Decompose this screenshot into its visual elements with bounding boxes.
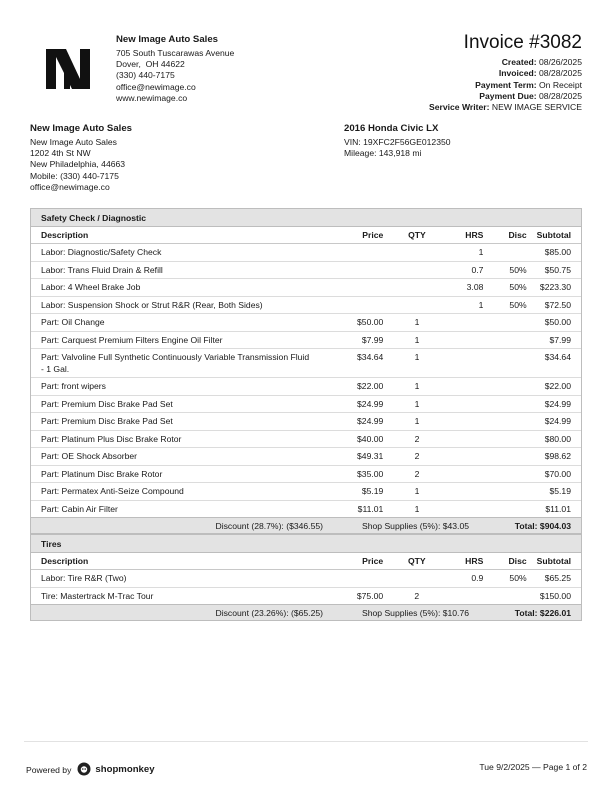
table-row	[31, 378, 581, 396]
cell-price	[310, 296, 383, 314]
cell-description: Part: Premium Disc Brake Pad Set	[31, 413, 310, 431]
cell-subtotal: $150.00	[539, 590, 571, 601]
field-label: Created:	[501, 56, 537, 67]
cell-disc	[483, 413, 526, 431]
field-label: Payment Due:	[479, 90, 537, 101]
cell-subtotal: $98.62	[527, 448, 581, 466]
service-section-tires	[30, 534, 582, 621]
cell-subtotal: $7.99	[527, 331, 581, 349]
customer-line: office@newimage.co	[30, 182, 110, 193]
cell-price: $11.01	[357, 503, 384, 514]
section-title: Safety Check / Diagnostic	[31, 209, 581, 227]
company-info	[116, 34, 234, 104]
table-row	[31, 413, 581, 431]
section-title: Tires	[31, 535, 581, 553]
cell-disc	[483, 395, 526, 413]
field-label: Payment Term:	[475, 79, 537, 90]
company-address-line-1: 705 South Tuscarawas Avenue	[116, 47, 235, 58]
cell-disc	[483, 349, 526, 378]
cell-qty: 1	[383, 413, 432, 431]
section-total: Total: $226.01	[514, 608, 571, 618]
table-row	[31, 331, 581, 349]
shopmonkey-brand: shopmonkey	[95, 764, 155, 776]
col-qty: QTY	[383, 553, 432, 570]
cell-subtotal: $85.00	[527, 244, 581, 262]
line-items-table	[31, 553, 581, 604]
cell-qty: 1	[383, 349, 432, 378]
cell-price: $34.64	[310, 349, 383, 378]
cell-disc	[483, 500, 526, 517]
cell-price: $75.00	[356, 590, 384, 601]
cell-disc: 50%	[483, 570, 526, 588]
cell-disc	[483, 483, 526, 501]
cell-disc	[483, 314, 526, 332]
cell-qty: 2	[383, 465, 432, 483]
col-price: Price	[310, 227, 383, 244]
cell-hrs	[433, 395, 484, 413]
service-section-safety-check	[30, 208, 582, 534]
cell-qty	[383, 296, 432, 314]
cell-hrs: 1	[433, 296, 484, 314]
cell-description: Part: front wipers	[31, 378, 310, 396]
cell-hrs	[433, 465, 484, 483]
cell-subtotal: $70.00	[527, 465, 581, 483]
cell-disc: 50%	[483, 279, 526, 297]
cell-description: Part: Platinum Disc Brake Rotor	[31, 465, 310, 483]
col-subtotal: Subtotal	[527, 553, 581, 570]
cell-qty	[383, 261, 432, 279]
section-totals	[31, 517, 581, 533]
table-row	[31, 483, 581, 501]
powered-by-label: Powered by	[26, 765, 72, 775]
col-hrs: HRS	[433, 227, 484, 244]
table-row	[31, 244, 581, 262]
cell-subtotal: $50.00	[527, 314, 581, 332]
cell-disc	[483, 465, 526, 483]
cell-description: Part: Premium Disc Brake Pad Set	[31, 395, 310, 413]
cell-hrs: 0.7	[433, 261, 484, 279]
customer-line: 1202 4th St NW	[30, 148, 91, 158]
section-totals	[31, 604, 581, 620]
invoice-service-writer	[429, 102, 582, 113]
cell-subtotal: $24.99	[527, 413, 581, 431]
customer-line: New Image Auto Sales	[30, 136, 117, 147]
cell-qty: 1	[383, 331, 432, 349]
cell-description: Labor: Diagnostic/Safety Check	[31, 244, 310, 262]
cell-disc	[483, 244, 526, 262]
cell-description: Labor: Suspension Shock or Strut R&R (Rear, Both Sides)	[31, 296, 310, 314]
cell-price: $35.00	[310, 465, 383, 483]
cell-subtotal: $72.50	[527, 296, 581, 314]
cell-qty: 2	[383, 448, 432, 466]
invoice-payment-term	[429, 80, 582, 91]
cell-price	[310, 570, 383, 588]
invoice-created	[429, 57, 582, 68]
cell-price: $49.31	[310, 448, 383, 466]
cell-qty	[383, 279, 432, 297]
cell-subtotal: $50.75	[527, 261, 581, 279]
table-row	[31, 395, 581, 413]
cell-description: Part: Platinum Plus Disc Brake Rotor	[31, 430, 310, 448]
company-address-line-2: Dover, OH 44622	[116, 59, 185, 69]
cell-price: $24.99	[310, 413, 383, 431]
vehicle-mileage: Mileage: 143,918 mi	[344, 148, 422, 158]
customer-line: Mobile: (330) 440-7175	[30, 170, 119, 181]
cell-subtotal: $24.99	[527, 395, 581, 413]
col-hrs: HRS	[432, 553, 483, 570]
col-disc: Disc	[483, 227, 526, 244]
col-qty: QTY	[383, 227, 432, 244]
cell-description: Labor: Tire R&R (Two)	[31, 570, 310, 588]
col-description: Description	[31, 227, 310, 244]
cell-qty: 1	[383, 378, 432, 396]
col-subtotal: Subtotal	[527, 227, 581, 244]
table-row	[31, 296, 581, 314]
cell-price: $22.00	[310, 378, 383, 396]
company-website: www.newimage.co	[116, 93, 188, 104]
customer-name: New Image Auto Sales	[30, 123, 133, 134]
section-shop-supplies: Shop Supplies (5%): $10.76	[361, 608, 469, 618]
line-items-table	[31, 227, 581, 517]
cell-qty: 1	[383, 395, 432, 413]
cell-qty: 2	[414, 590, 420, 601]
company-logo	[44, 45, 92, 93]
cell-description: Labor: Trans Fluid Drain & Refill	[31, 261, 310, 279]
cell-disc	[483, 430, 526, 448]
cell-disc	[483, 378, 526, 396]
invoice-payment-due	[429, 91, 582, 102]
customer-info	[30, 123, 132, 193]
vehicle-info	[344, 123, 451, 159]
company-name: New Image Auto Sales	[116, 34, 219, 45]
invoice-invoiced	[429, 68, 582, 79]
table-row	[31, 430, 581, 448]
field-value: 08/28/2025	[538, 90, 582, 101]
cell-hrs	[433, 331, 484, 349]
cell-qty: 2	[383, 430, 432, 448]
table-row	[31, 261, 581, 279]
field-value: On Receipt	[539, 79, 582, 90]
cell-hrs	[433, 483, 484, 501]
table-header-row	[31, 227, 581, 244]
cell-hrs	[433, 448, 484, 466]
invoice-header	[429, 32, 582, 114]
cell-disc	[483, 448, 526, 466]
cell-description: Part: Carquest Premium Filters Engine Oil Filter	[31, 331, 310, 349]
cell-hrs	[433, 500, 484, 517]
cell-hrs	[433, 349, 484, 378]
invoice-title: Invoice #3082	[463, 32, 582, 53]
cell-price	[310, 244, 383, 262]
cell-subtotal: $223.30	[527, 279, 581, 297]
cell-qty: 1	[414, 503, 420, 514]
field-label: Service Writer:	[429, 102, 490, 113]
cell-subtotal: $34.64	[527, 349, 581, 378]
cell-disc	[483, 331, 526, 349]
cell-disc	[483, 587, 526, 604]
cell-price: $24.99	[310, 395, 383, 413]
table-row	[31, 279, 581, 297]
field-value: NEW IMAGE SERVICE	[491, 102, 582, 113]
cell-subtotal: $22.00	[527, 378, 581, 396]
table-row	[31, 587, 581, 604]
cell-price: $50.00	[310, 314, 383, 332]
cell-hrs	[432, 587, 483, 604]
field-value: 08/28/2025	[538, 68, 582, 79]
section-discount: Discount (23.26%): ($65.25)	[215, 608, 323, 618]
table-row	[31, 500, 581, 517]
table-row	[31, 448, 581, 466]
cell-hrs: 3.08	[433, 279, 484, 297]
cell-qty: 1	[383, 314, 432, 332]
section-total: Total: $904.03	[514, 521, 571, 531]
cell-price: $5.19	[310, 483, 383, 501]
col-price: Price	[310, 553, 383, 570]
section-discount: Discount (28.7%): ($346.55)	[215, 521, 323, 531]
customer-line: New Philadelphia, 44663	[30, 159, 126, 170]
cell-hrs	[433, 413, 484, 431]
cell-hrs	[433, 378, 484, 396]
cell-price: $7.99	[310, 331, 383, 349]
vehicle-vin: VIN: 19XFC2F56GE012350	[344, 136, 451, 147]
field-value: 08/26/2025	[538, 56, 582, 67]
cell-description: Part: Valvoline Full Synthetic Continuously Variable Transmission Fluid - 1 Gal.	[31, 349, 310, 378]
cell-description: Part: Oil Change	[31, 314, 310, 332]
field-label: Invoiced:	[498, 68, 537, 79]
cell-qty	[383, 570, 432, 588]
cell-description: Tire: Mastertrack M-Trac Tour	[41, 590, 154, 601]
col-description: Description	[31, 553, 310, 570]
cell-disc: 50%	[483, 261, 526, 279]
cell-price	[310, 279, 383, 297]
table-body	[31, 244, 581, 518]
cell-hrs	[433, 430, 484, 448]
cell-subtotal: $11.01	[545, 503, 571, 514]
table-body	[31, 570, 581, 605]
col-disc: Disc	[483, 553, 526, 570]
table-header-row	[31, 553, 581, 570]
footer-divider	[24, 741, 588, 742]
table-row	[31, 570, 581, 588]
cell-disc: 50%	[483, 296, 526, 314]
table-row	[31, 314, 581, 332]
cell-hrs: 0.9	[432, 570, 483, 588]
cell-qty: 1	[383, 483, 432, 501]
powered-by	[26, 762, 155, 779]
cell-description: Part: OE Shock Absorber	[31, 448, 310, 466]
company-phone: (330) 440-7175	[116, 70, 175, 81]
table-row	[31, 349, 581, 378]
cell-description: Labor: 4 Wheel Brake Job	[31, 279, 310, 297]
vehicle-name: 2016 Honda Civic LX	[344, 123, 439, 134]
cell-qty	[383, 244, 432, 262]
cell-subtotal: $80.00	[527, 430, 581, 448]
cell-description: Part: Permatex Anti-Seize Compound	[31, 483, 310, 501]
cell-subtotal: $65.25	[527, 570, 581, 588]
cell-description: Part: Cabin Air Filter	[41, 503, 118, 514]
cell-hrs: 1	[433, 244, 484, 262]
cell-subtotal: $5.19	[527, 483, 581, 501]
cell-price	[310, 261, 383, 279]
cell-price: $40.00	[310, 430, 383, 448]
table-row	[31, 465, 581, 483]
page-info: Tue 9/2/2025 — Page 1 of 2	[479, 762, 587, 772]
company-email: office@newimage.co	[116, 81, 196, 92]
cell-hrs	[433, 314, 484, 332]
section-shop-supplies: Shop Supplies (5%): $43.05	[361, 521, 469, 531]
shopmonkey-logo-icon	[77, 762, 91, 779]
